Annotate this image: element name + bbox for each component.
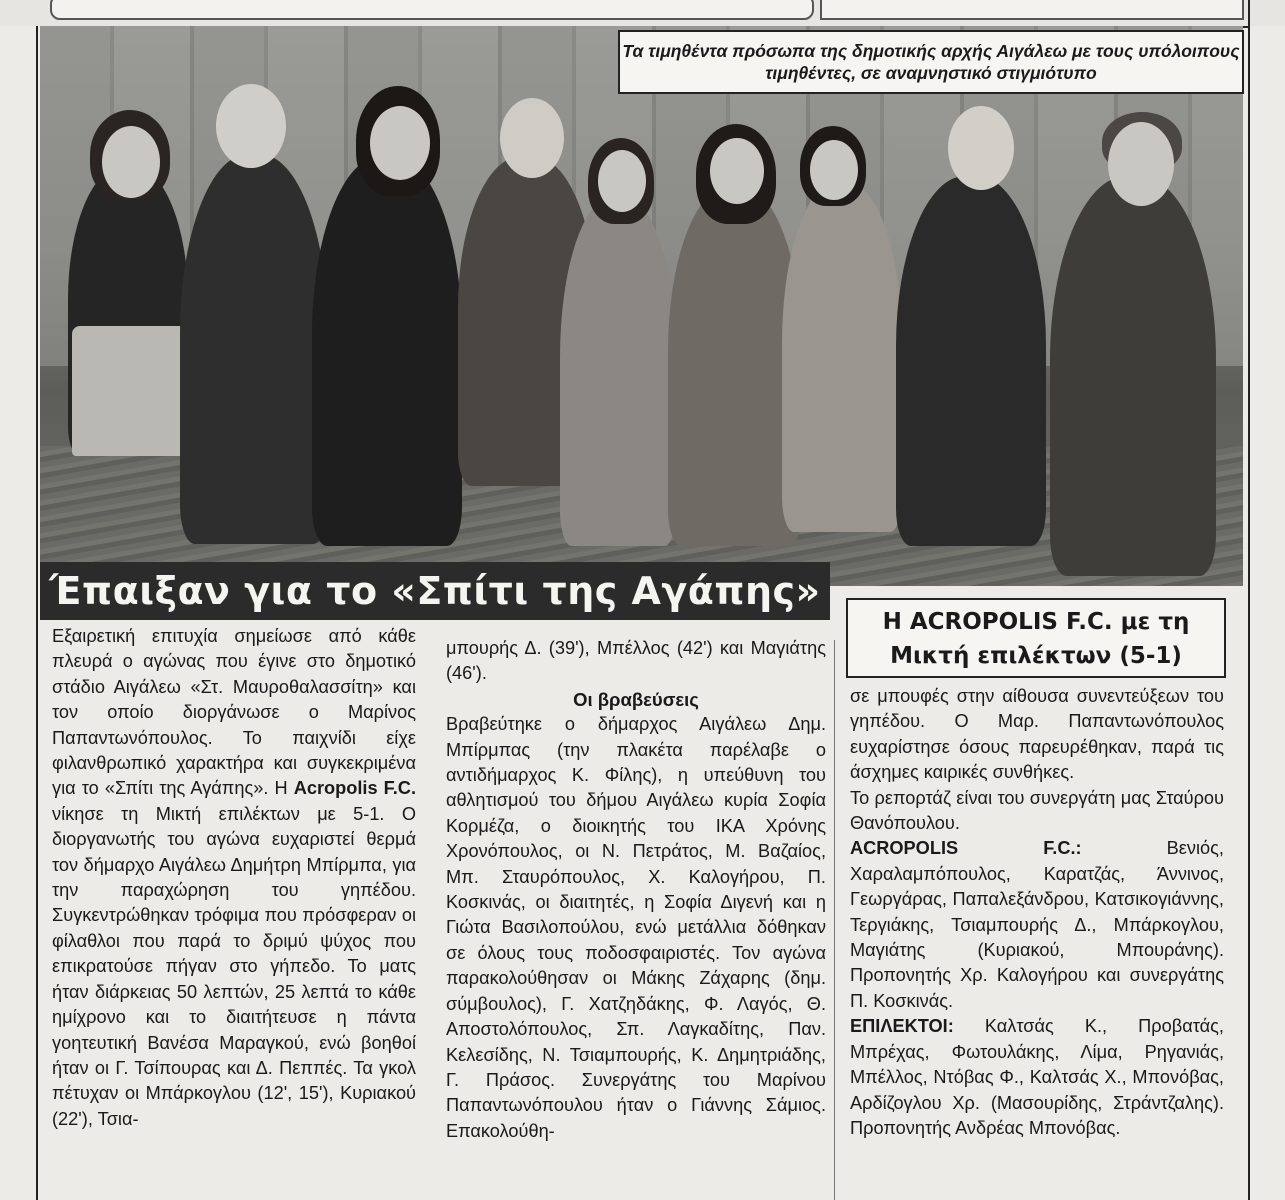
photo-caption-text: Τα τιμηθέντα πρόσωπα της δημοτικής αρχής Αιγάλεω με τους υπόλοιπους τιμηθέντες, σε αναμνηστικό στιγμιότυπο — [622, 41, 1240, 83]
column-rule-right — [1248, 0, 1250, 1200]
team-name: Acropolis F.C. — [293, 778, 416, 799]
person-2-face — [216, 84, 286, 168]
top-frame-right — [820, 0, 1244, 20]
person-4-face — [500, 98, 564, 178]
lineup-text: Καλτσάς Κ., Προβατάς, Μπρέχας, Φωτουλάκης, Λίμα, Ρηγανιάς, Μπέλλος, Ντόβας Φ., Καλτσάς Χ., Μπονόβας, Αρδίζογλου Χρ. (Μασουρίδης, Στράντζαλης). Προπονητής Ανδρέας Μπονόβας. — [850, 1016, 1224, 1138]
article-column-1 — [52, 624, 416, 1132]
top-frame-left — [50, 0, 814, 20]
article-column-2 — [446, 636, 826, 1144]
person-2 — [180, 154, 328, 544]
article-column-3 — [850, 684, 1224, 1141]
lineup-epilektoi — [850, 1014, 1224, 1141]
text-run: νίκησε τη Μικτή επιλέκτων με 5-1. Ο διοργανωτής του αγώνα ευχαριστεί θερμά τον δήμαρχο Αιγάλεω Δημήτρη Μπίρμπα, για την παραχώρηση του γηπέδου. Συγκεντρώθηκαν τρόφιμα που πρόσφεραν οι φίλαθλοι που παρά το δριμύ ψύχος που επικρατούσε πήγαν στο γήπεδο. Το ματς ήταν διάρκειας 50 λεπτών, 25 λεπτά το κάθε ημίχρονο και το διαιτήτευσε η πάντα γοητευτική Βανέσα Μαραγκού, ενώ βοηθοί ήταν οι Γ. Τσίπουρας και Δ. Πεππές. Τα γκολ πέτυχαν οι Μπάρκογλου (12', 15'), Κυριακού (22'), Τσια- — [52, 803, 416, 1129]
person-7 — [782, 182, 902, 532]
article-subheadline: Η ACROPOLIS F.C. με τη Μικτή επιλέκτων (5-1) — [846, 598, 1226, 678]
lineup-label: ΕΠΙΛΕΚΤΟΙ: — [850, 1016, 954, 1037]
paragraph: Βραβεύτηκε ο δήμαρχος Αιγάλεω Δημ. Μπίρμπας (την πλακέτα παρέλαβε ο αντιδήμαρχος Κ. Φίλης), η υπεύθυνη του αθλητισμού του δήμου Αιγάλεω κυρία Σοφία Κορμέζα, ο διοικητής του ΙΚΑ Χρόνης Χρονόπουλος, οι Ν. Πετράτος, Μ. Βαζαίος, Μπ. Σταυρόπουλος, Χ. Καλογήρου, Π. Κοσκινάς, οι διαιτητές, η Σοφία Διγενή και η Γιώτα Βασιλοπούλου, ενώ μετάλλια δόθηκαν σε όλους τους ποδοσφαιριστές. Τον αγώνα παρακολούθησαν οι Μάκης Ζάχαρης (δημ. σύμβουλος), Γ. Χατζηδάκης, Φ. Λαγός, Θ. Αποστολόπουλος, Σπ. Λαγκαδίτης, Παν. Κελεσίδης, Ν. Τσιαμπουρής, Κ. Δημητριάδης, Γ. Πράσος. Συνεργάτης του Μαρίνου Παπαντωνόπουλου ήταν ο Γιάννης Σάμιος. Επακολούθη- — [446, 714, 826, 1141]
column-divider — [834, 640, 835, 1200]
section-subtitle: Οι βραβεύσεις — [573, 688, 699, 710]
lineup-text: Βενιός, Χαραλαμπόπουλος, Καρατζάς, Άννινος, Γεωργάρας, Παπαλεξάνδρου, Κατσικογιάννης, Τεργιάκης, Τσιαμπουρής Δ., Μπάρκογλου, Μαγιάτης (Κυριακού, Μπουράνης). Προπονητής Χρ. Καλογήρου και συνεργάτης Π. Κοσκινάς. — [850, 838, 1224, 1011]
person-5-face — [598, 150, 646, 212]
photo-caption — [618, 30, 1244, 94]
article-headline: Έπαιξαν για το «Σπίτι της Αγάπης» — [40, 562, 830, 620]
person-1-face — [102, 126, 160, 198]
person-3-face — [370, 106, 430, 180]
paragraph — [52, 624, 416, 1132]
person-9 — [1050, 176, 1216, 576]
person-7-face — [810, 140, 858, 200]
paragraph: Το ρεπορτάζ είναι του συνεργάτη μας Σταύρου Θανόπουλου. — [850, 787, 1224, 834]
person-6-face — [710, 138, 764, 204]
paragraph: μπουρής Δ. (39'), Μπέλλος (42') και Μαγιάτης (46'). — [446, 638, 826, 684]
person-9-face — [1108, 122, 1174, 206]
person-5 — [560, 196, 676, 546]
lineup-acropolis — [850, 836, 1224, 1014]
paragraph: σε μπουφές στην αίθουσα συνεντεύξεων του γηπέδου. Ο Μαρ. Παπαντωνόπουλος ευχαρίστησε όσους παρευρέθηκαν, παρά τις άσχημες καιρικές συνθήκες. — [850, 686, 1224, 783]
person-8 — [896, 176, 1046, 546]
handbag — [72, 326, 190, 456]
lineup-label: ACROPOLIS F.C.: — [850, 838, 1082, 859]
group-photo — [40, 26, 1243, 586]
person-8-face — [948, 106, 1014, 190]
text-run: Εξαιρετική επιτυχία σημείωσε από κάθε πλευρά ο αγώνας που έγινε στο δημοτικό στάδιο Αιγάλεω «Στ. Μαυροθαλασσίτη» και τον οποίο διοργάνωσε ο Μαρίνος Παπαντωνόπουλος. Το παιχνίδι είχε φιλανθρωπικό χαρακτήρα και συγκεκριμένα για το «Σπίτι της Αγάπης». Η — [52, 626, 416, 799]
person-3 — [312, 156, 462, 546]
column-rule-left — [36, 26, 38, 1200]
